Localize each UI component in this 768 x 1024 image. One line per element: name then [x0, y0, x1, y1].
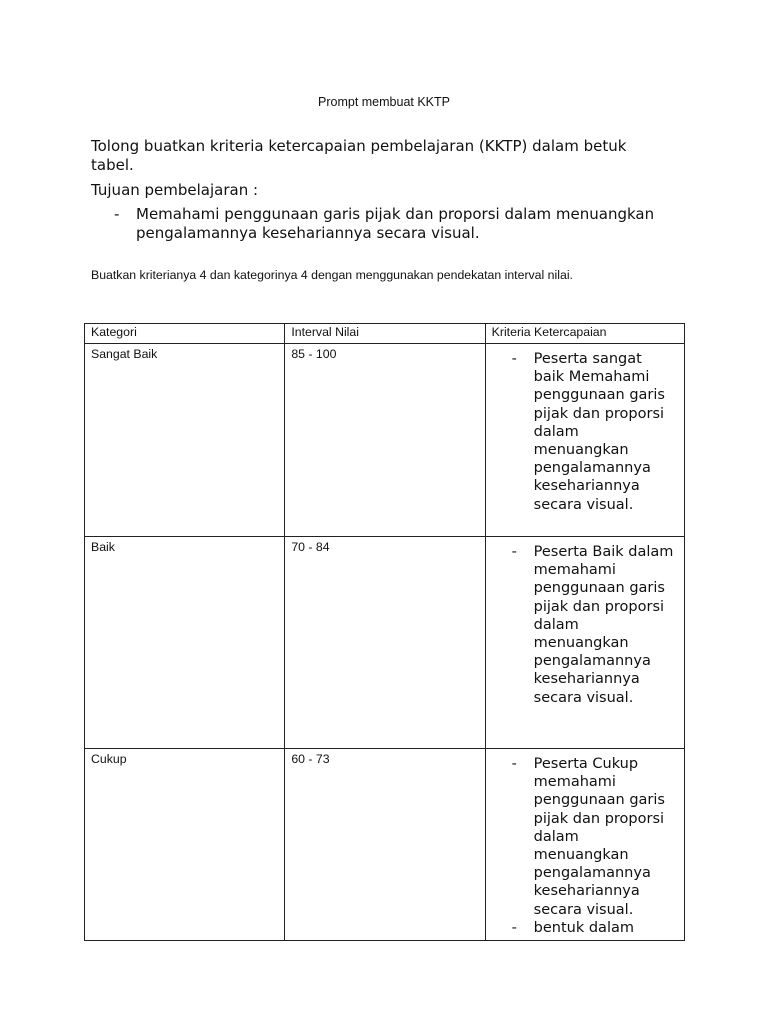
kriteria-item [512, 350, 680, 514]
goal-label: Tujuan pembelajaran : [91, 181, 259, 199]
list-dash: - [511, 544, 517, 560]
table-row [85, 749, 685, 941]
kriteria-item [512, 543, 680, 707]
header-interval-nilai: Interval Nilai [285, 324, 485, 344]
kktp-table [84, 323, 685, 941]
kriteria-item [512, 919, 680, 937]
goal-list-item [114, 205, 674, 242]
cell-interval: 85 - 100 [285, 344, 485, 537]
cell-kategori: Sangat Baik [85, 344, 285, 537]
kriteria-item [512, 755, 680, 919]
page-title: Prompt membuat KKTP [318, 95, 450, 109]
table-row [85, 537, 685, 749]
cell-kriteria [485, 749, 684, 941]
kriteria-text: Peserta Cukup memahami penggunaan garis pijak dan proporsi dalam menuangkan pengalamannya kesehariannya secara visual. [533, 756, 665, 918]
instruction-text: Buatkan kriterianya 4 dan kategorinya 4 dengan menggunakan pendekatan interval nilai. [91, 268, 573, 282]
kriteria-text: Peserta sangat baik Memahami penggunaan garis pijak dan proporsi dalam menuangkan pengalamannya kesehariannya secara visual. [533, 351, 665, 513]
header-kriteria-ketercapaian: Kriteria Ketercapaian [485, 324, 684, 344]
goal-text: Memahami penggunaan garis pijak dan proporsi dalam menuangkan pengalamannya kesehariannya secara visual. [136, 205, 655, 242]
intro-paragraph: Tolong buatkan kriteria ketercapaian pembelajaran (KKTP) dalam betuk tabel. [91, 137, 627, 174]
cell-kategori: Baik [85, 537, 285, 749]
list-dash: - [511, 756, 517, 772]
cell-kategori: Cukup [85, 749, 285, 941]
cell-kriteria [485, 537, 684, 749]
cell-interval: 70 - 84 [285, 537, 485, 749]
table-row [85, 344, 685, 537]
table-header-row [85, 324, 685, 344]
cell-kriteria [485, 344, 684, 537]
kriteria-text: Peserta Baik dalam memahami penggunaan garis pijak dan proporsi dalam menuangkan pengalamannya kesehariannya secara visual. [533, 544, 674, 706]
header-kategori: Kategori [85, 324, 285, 344]
kriteria-text: bentuk dalam [533, 919, 634, 936]
list-dash: - [511, 351, 517, 367]
list-dash: - [114, 205, 120, 223]
cell-interval: 60 - 73 [285, 749, 485, 941]
list-dash: - [511, 919, 517, 936]
